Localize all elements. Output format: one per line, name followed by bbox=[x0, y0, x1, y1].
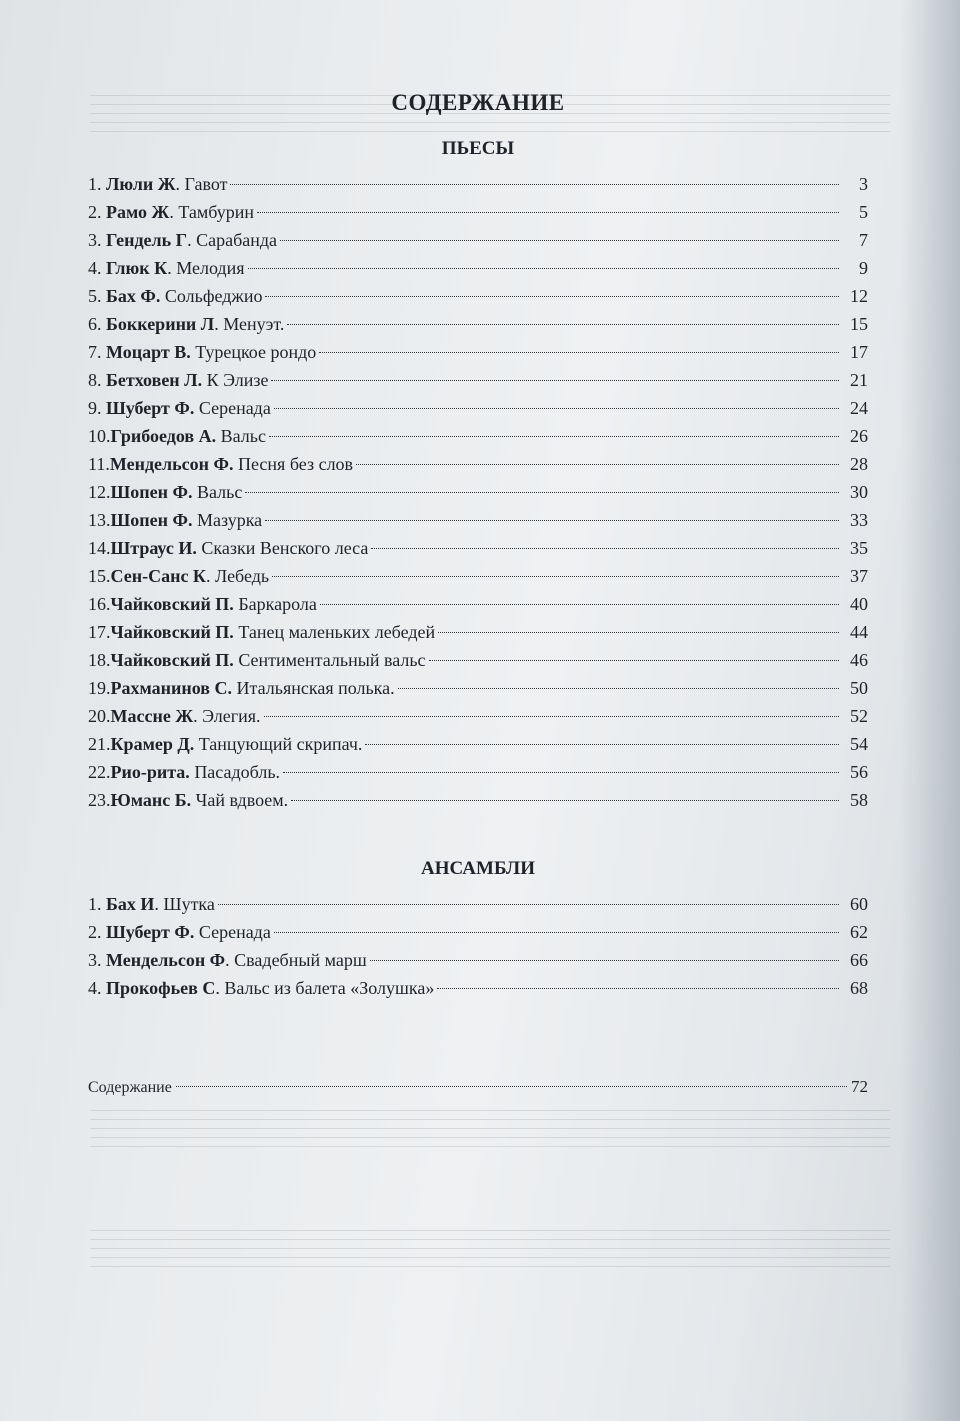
page-number: 28 bbox=[850, 454, 868, 474]
entry-number: 5. bbox=[88, 286, 106, 306]
dot-leader bbox=[257, 212, 839, 213]
toc-entry bbox=[88, 562, 868, 590]
page-number: 35 bbox=[850, 538, 868, 558]
work-title: Вальс bbox=[196, 482, 243, 502]
work-title: Тамбурин bbox=[178, 202, 254, 222]
page-number: 44 bbox=[850, 622, 868, 642]
page-number: 7 bbox=[859, 230, 868, 250]
page-number: 54 bbox=[850, 734, 868, 754]
page-number: 5 bbox=[859, 202, 868, 222]
dot-leader bbox=[291, 800, 839, 801]
work-title: Серенада bbox=[198, 922, 271, 942]
work-title: Сказки Венского леса bbox=[201, 538, 369, 558]
composer-name: Мендельсон Ф. bbox=[109, 454, 234, 474]
toc-entry bbox=[88, 730, 868, 758]
table-of-contents bbox=[88, 90, 868, 1100]
composer-name: Чайковский П. bbox=[110, 622, 234, 642]
page-number: 3 bbox=[859, 174, 868, 194]
entry-number: 7. bbox=[88, 342, 106, 362]
contents-entry bbox=[88, 1074, 868, 1100]
dot-leader bbox=[356, 464, 839, 465]
page-number: 46 bbox=[850, 650, 868, 670]
dot-leader bbox=[370, 960, 839, 961]
dot-leader bbox=[365, 744, 839, 745]
composer-name: Массне Ж bbox=[110, 706, 194, 726]
page-number: 68 bbox=[850, 978, 868, 998]
work-title: Чай вдвоем. bbox=[195, 790, 289, 810]
entry-number: 10. bbox=[88, 426, 111, 446]
composer-name: Штраус И. bbox=[110, 538, 197, 558]
work-title: Мелодия bbox=[176, 258, 245, 278]
dot-leader bbox=[398, 688, 839, 689]
toc-entry bbox=[88, 338, 868, 366]
entry-number: 2. bbox=[88, 202, 106, 222]
dot-leader bbox=[437, 988, 839, 989]
entry-number: 16. bbox=[88, 594, 111, 614]
composer-name: Юманс Б. bbox=[110, 790, 192, 810]
work-title: Сентиментальный вальс bbox=[238, 650, 426, 670]
separator: . bbox=[205, 566, 215, 586]
entry-number: 4. bbox=[88, 258, 106, 278]
dot-leader bbox=[248, 268, 840, 269]
work-title: Серенада bbox=[198, 398, 271, 418]
toc-entry bbox=[88, 590, 868, 618]
entry-number: 22. bbox=[88, 762, 111, 782]
entry-number: 4. bbox=[88, 978, 106, 998]
page-number: 17 bbox=[850, 342, 868, 362]
work-title: Свадебный марш bbox=[234, 950, 367, 970]
toc-entry bbox=[88, 394, 868, 422]
work-title: Менуэт. bbox=[223, 314, 285, 334]
section-heading: ПЬЕСЫ bbox=[441, 138, 515, 159]
page-number: 72 bbox=[851, 1077, 868, 1096]
composer-name: Моцарт В. bbox=[106, 342, 191, 362]
work-title: Итальянская полька. bbox=[236, 678, 395, 698]
toc-entry bbox=[88, 646, 868, 674]
composer-name: Шопен Ф. bbox=[110, 510, 193, 530]
page-number: 56 bbox=[850, 762, 868, 782]
page-number: 66 bbox=[850, 950, 868, 970]
toc-entry bbox=[88, 226, 868, 254]
dot-leader bbox=[245, 492, 839, 493]
composer-name: Чайковский П. bbox=[110, 594, 234, 614]
composer-name: Бетховен Л. bbox=[106, 370, 203, 390]
entry-number: 15. bbox=[88, 566, 111, 586]
page-number: 33 bbox=[850, 510, 868, 530]
page-number: 60 bbox=[850, 894, 868, 914]
toc-entry bbox=[88, 786, 868, 814]
page-edge-shadow bbox=[900, 0, 960, 1421]
page-number: 50 bbox=[850, 678, 868, 698]
page-number: 62 bbox=[850, 922, 868, 942]
dot-leader bbox=[280, 240, 839, 241]
page-number: 30 bbox=[850, 482, 868, 502]
work-title: Шутка bbox=[163, 894, 215, 914]
work-title: Вальс bbox=[220, 426, 266, 446]
composer-name: Глюк К bbox=[106, 258, 168, 278]
entry-number: 1. bbox=[88, 894, 106, 914]
composer-name: Люли Ж bbox=[106, 174, 176, 194]
entry-number: 17. bbox=[88, 622, 111, 642]
composer-name: Гендель Г bbox=[106, 230, 188, 250]
composer-name: Грибоедов А. bbox=[110, 426, 217, 446]
dot-leader bbox=[283, 772, 839, 773]
dot-leader bbox=[429, 660, 839, 661]
separator: . bbox=[169, 202, 179, 222]
toc-entry bbox=[88, 758, 868, 786]
composer-name: Шуберт Ф. bbox=[106, 398, 195, 418]
dot-leader bbox=[265, 296, 839, 297]
entry-number: 1. bbox=[88, 174, 106, 194]
dot-leader bbox=[176, 1086, 847, 1087]
entry-number: 14. bbox=[88, 538, 111, 558]
dot-leader bbox=[274, 408, 839, 409]
page-number: 37 bbox=[850, 566, 868, 586]
entry-number: 23. bbox=[88, 790, 111, 810]
composer-name: Боккерини Л bbox=[106, 314, 215, 334]
toc-entry bbox=[88, 310, 868, 338]
entry-number: 3. bbox=[88, 230, 106, 250]
separator: . bbox=[154, 894, 164, 914]
dot-leader bbox=[319, 352, 839, 353]
work-title: Турецкое рондо bbox=[195, 342, 317, 362]
entry-number: 2. bbox=[88, 922, 106, 942]
toc-entry bbox=[88, 254, 868, 282]
separator: . bbox=[187, 230, 197, 250]
work-title: Гавот bbox=[184, 174, 228, 194]
page-number: 40 bbox=[850, 594, 868, 614]
page-title: СОДЕРЖАНИЕ bbox=[391, 90, 565, 115]
dot-leader bbox=[287, 324, 839, 325]
composer-name: Рахманинов С. bbox=[110, 678, 233, 698]
entry-list bbox=[88, 170, 868, 814]
toc-entry bbox=[88, 198, 868, 226]
work-title: К Элизе bbox=[206, 370, 269, 390]
entry-number: 19. bbox=[88, 678, 111, 698]
page-number: 9 bbox=[859, 258, 868, 278]
toc-entry bbox=[88, 366, 868, 394]
separator: . bbox=[167, 258, 177, 278]
entry-number: 20. bbox=[88, 706, 111, 726]
section-heading: АНСАМБЛИ bbox=[421, 858, 535, 879]
work-title: Вальс из балета «Золушка» bbox=[224, 978, 435, 998]
composer-name: Сен-Санс К bbox=[110, 566, 206, 586]
dot-leader bbox=[272, 576, 839, 577]
entry-number: 12. bbox=[88, 482, 111, 502]
page-number: 58 bbox=[850, 790, 868, 810]
entry-number: 8. bbox=[88, 370, 106, 390]
page-number: 26 bbox=[850, 426, 868, 446]
page-number: 12 bbox=[850, 286, 868, 306]
toc-entry bbox=[88, 890, 868, 918]
dot-leader bbox=[320, 604, 839, 605]
show-through-staff-lines bbox=[90, 1230, 890, 1380]
composer-name: Бах И bbox=[106, 894, 155, 914]
composer-name: Чайковский П. bbox=[110, 650, 234, 670]
composer-name: Шуберт Ф. bbox=[106, 922, 195, 942]
composer-name: Мендельсон Ф bbox=[106, 950, 226, 970]
composer-name: Прокофьев С bbox=[106, 978, 216, 998]
dot-leader bbox=[265, 520, 839, 521]
contents-label: Содержание bbox=[88, 1079, 172, 1096]
toc-entry bbox=[88, 450, 868, 478]
toc-entry bbox=[88, 534, 868, 562]
composer-name: Рио-рита. bbox=[110, 762, 190, 782]
work-title: Сарабанда bbox=[196, 230, 278, 250]
work-title: Мазурка bbox=[196, 510, 263, 530]
entry-number: 13. bbox=[88, 510, 111, 530]
dot-leader bbox=[230, 184, 839, 185]
composer-name: Шопен Ф. bbox=[110, 482, 193, 502]
entry-number: 18. bbox=[88, 650, 111, 670]
work-title: Танец маленьких лебедей bbox=[238, 622, 436, 642]
work-title: Пасадобль. bbox=[194, 762, 281, 782]
dot-leader bbox=[371, 548, 839, 549]
composer-name: Рамо Ж bbox=[106, 202, 170, 222]
entry-number: 9. bbox=[88, 398, 106, 418]
page-number: 15 bbox=[850, 314, 868, 334]
section-ensembles bbox=[88, 858, 868, 1002]
toc-entry bbox=[88, 702, 868, 730]
entry-number: 6. bbox=[88, 314, 106, 334]
composer-name: Крамер Д. bbox=[110, 734, 195, 754]
toc-entry bbox=[88, 618, 868, 646]
toc-entry bbox=[88, 506, 868, 534]
toc-entry bbox=[88, 170, 868, 198]
toc-entry bbox=[88, 282, 868, 310]
entry-list bbox=[88, 890, 868, 1002]
dot-leader bbox=[271, 380, 839, 381]
entry-number: 3. bbox=[88, 950, 106, 970]
entry-number: 21. bbox=[88, 734, 111, 754]
separator: . bbox=[225, 950, 235, 970]
dot-leader bbox=[264, 716, 839, 717]
separator: . bbox=[214, 314, 224, 334]
dot-leader bbox=[269, 436, 839, 437]
work-title: Сольфеджио bbox=[164, 286, 263, 306]
page-number: 21 bbox=[850, 370, 868, 390]
toc-entry bbox=[88, 674, 868, 702]
toc-entry bbox=[88, 422, 868, 450]
section-pieces bbox=[88, 138, 868, 814]
page-number: 52 bbox=[850, 706, 868, 726]
dot-leader bbox=[274, 932, 839, 933]
toc-entry bbox=[88, 974, 868, 1002]
separator: . bbox=[193, 706, 203, 726]
dot-leader bbox=[218, 904, 839, 905]
toc-entry bbox=[88, 478, 868, 506]
work-title: Элегия. bbox=[202, 706, 261, 726]
separator: . bbox=[215, 978, 225, 998]
work-title: Лебедь bbox=[214, 566, 270, 586]
work-title: Песня без слов bbox=[238, 454, 354, 474]
page-number: 24 bbox=[850, 398, 868, 418]
composer-name: Бах Ф. bbox=[106, 286, 161, 306]
entry-number: 11. bbox=[88, 454, 110, 474]
dot-leader bbox=[438, 632, 839, 633]
toc-entry bbox=[88, 946, 868, 974]
work-title: Баркарола bbox=[238, 594, 317, 614]
work-title: Танцующий скрипач. bbox=[198, 734, 363, 754]
toc-entry bbox=[88, 918, 868, 946]
separator: . bbox=[175, 174, 185, 194]
